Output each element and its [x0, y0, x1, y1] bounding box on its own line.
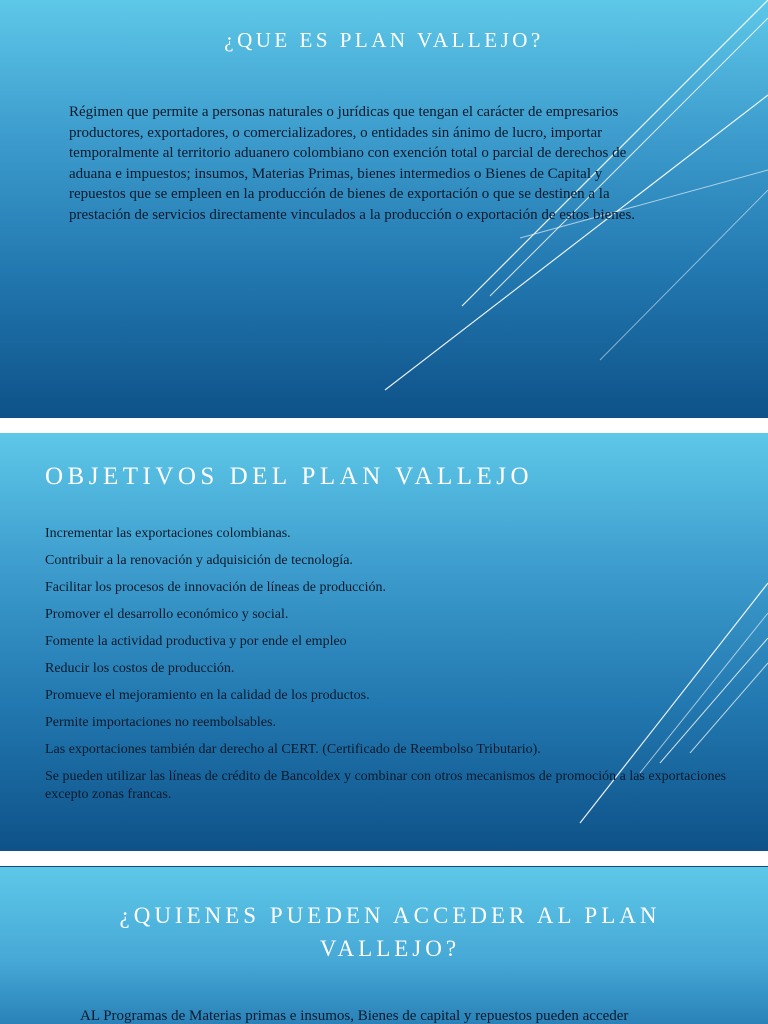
list-item [27, 525, 727, 543]
list-item-text: Permite importaciones no reembolsables. [45, 715, 276, 730]
list-item [27, 606, 727, 624]
list-item-text: Fomente la actividad productiva y por ende el empleo [45, 634, 347, 649]
list-item [27, 687, 727, 705]
list-item-text: Las exportaciones también dar derecho al CERT. (Certificado de Reembolso Tributario). [45, 742, 541, 757]
definition-paragraph: Régimen que permite a personas naturales o jurídicas que tengan el carácter de empresarios productores, exportadores, o comercializadores, o entidades sin ánimo de lucro, importar temporalmente al territorio aduanero colombiano con exención total o parcial de derechos de aduana e impuestos; insumos, Materias Primas, bienes intermedios o Bienes de Capital y repuestos que se empleen en la producción de bienes de exportación o que se destinen a la prestación de servicios directamente vinculados a la producción o exportación de estos bienes. [69, 104, 636, 223]
list-item [27, 579, 727, 597]
slide-separator [0, 851, 768, 866]
slide-title: OBJETIVOS DEL PLAN VALLEJO [45, 463, 534, 490]
access-list [62, 1007, 712, 1024]
list-item-text: Facilitar los procesos de innovación de líneas de producción. [45, 580, 386, 595]
slide-que-es-plan-vallejo [0, 0, 768, 418]
list-item [27, 552, 727, 570]
list-item-text: AL Programas de Materias primas e insumos, Bienes de capital y repuestos pueden acceder [80, 1008, 629, 1024]
slide-title: ¿QUE ES PLAN VALLEJO? [224, 28, 544, 52]
slide-quienes-pueden-acceder [0, 867, 768, 1024]
list-item-text: Promueve el mejoramiento en la calidad de los productos. [45, 688, 370, 703]
slide-separator [0, 418, 768, 433]
slide-title: ¿QUIENES PUEDEN ACCEDER AL PLAN VALLEJO? [119, 903, 661, 961]
list-item [27, 633, 727, 651]
list-item [27, 741, 727, 759]
list-item-text: Incrementar las exportaciones colombianas. [45, 526, 291, 541]
slide-objetivos [0, 433, 768, 851]
list-item [27, 714, 727, 732]
list-item [62, 1007, 712, 1024]
list-item-text: Promover el desarrollo económico y social. [45, 607, 289, 622]
list-item [27, 768, 727, 804]
list-item-text: Contribuir a la renovación y adquisición de tecnología. [45, 553, 353, 568]
list-item [27, 660, 727, 678]
list-item-text: Reducir los costos de producción. [45, 661, 235, 676]
list-item-text: Se pueden utilizar las líneas de crédito de Bancoldex y combinar con otros mecanismos de promoción a las exportaciones excepto zonas francas. [45, 769, 727, 802]
objectives-list [27, 525, 727, 813]
